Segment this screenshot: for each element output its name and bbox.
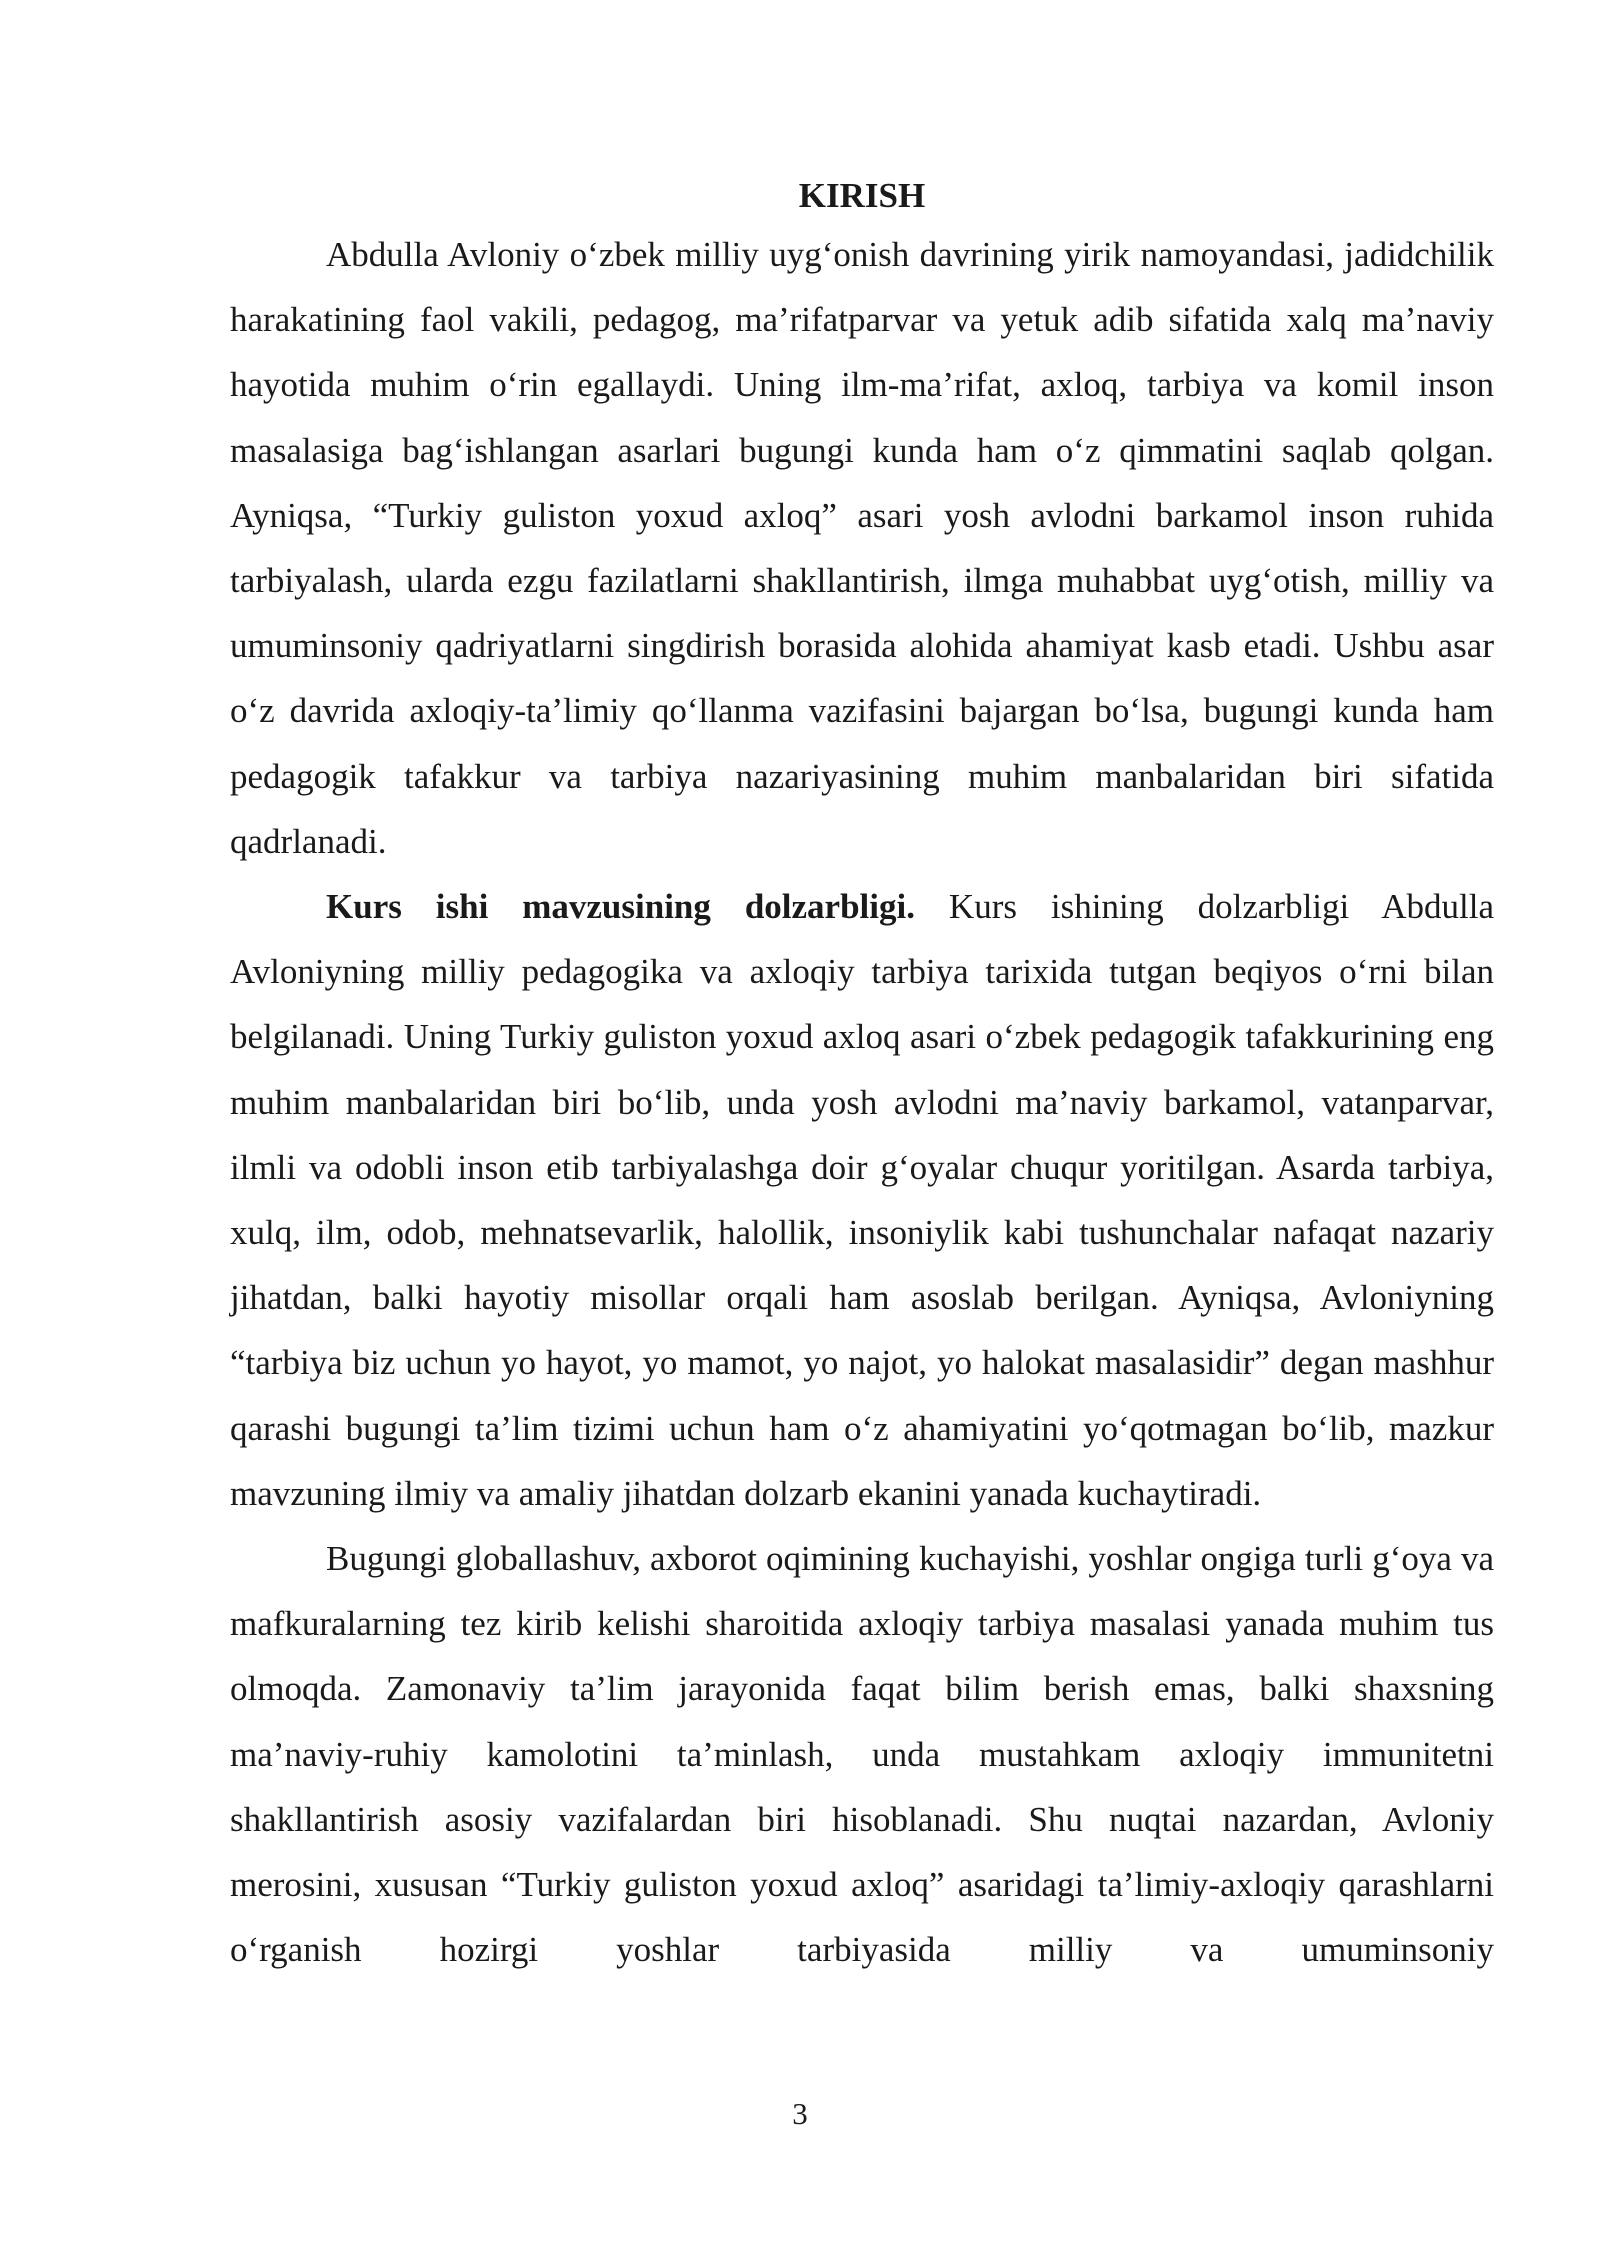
relevance-paragraph <box>230 874 1494 1526</box>
intro-paragraph: Abdulla Avloniy o‘zbek milliy uyg‘onish davrining yirik namoyandasi, jadidchilik harakatining faol vakili, pedagog, ma’rifatparvar va yetuk adib sifatida xalq ma’naviy hayotida muhim o‘rin egallaydi. Uning ilm-ma’rifat, axloq, tarbiya va komil inson masalasiga bag‘ishlangan asarlari bugungi kunda ham o‘z qimmatini saqlab qolgan. Ayniqsa, “Turkiy guliston yoxud axloq” asari yosh avlodni barkamol inson ruhida tarbiyalash, ularda ezgu fazilatlarni shakllantirish, ilmga muhabbat uyg‘otish, milliy va umuminsoniy qadriyatlarni singdirish borasida alohida ahamiyat kasb etadi. Ushbu asar o‘z davrida axloqiy-ta’limiy qo‘llanma vazifasini bajargan bo‘lsa, bugungi kunda ham pedagogik tafakkur va tarbiya nazariyasining muhim manbalaridan biri sifatida qadrlanadi. <box>230 235 1494 861</box>
page-title: KIRISH <box>798 176 926 215</box>
relevance-text: Kurs ishining dolzarbligi Abdulla Avloniyning milliy pedagogika va axloqiy tarbiya tarixida tutgan beqiyos o‘rni bilan belgilanadi. Uning Turkiy guliston yoxud axloq asari o‘zbek pedagogik tafakkurining eng muhim manbalaridan biri bo‘lib, unda yosh avlodni ma’naviy barkamol, vatanparvar, ilmli va odobli inson etib tarbiyalashga doir g‘oyalar chuqur yoritilgan. Asarda tarbiya, xulq, ilm, odob, mehnatsevarlik, halollik, insoniylik kabi tushunchalar nafaqat nazariy jihatdan, balki hayotiy misollar orqali ham asoslab berilgan. Ayniqsa, Avloniyning “tarbiya biz uchun yo hayot, yo mamot, yo najot, yo halokat masalasidir” degan mashhur qarashi bugungi ta’lim tizimi uchun ham o‘z ahamiyatini yo‘qotmagan bo‘lib, mazkur mavzuning ilmiy va amaliy jihatdan dolzarb ekanini yanada kuchaytiradi. <box>230 887 1495 1513</box>
page-number: 3 <box>792 2096 808 2131</box>
relevance-heading: Kurs ishi mavzusining dolzarbligi. <box>326 887 915 927</box>
page-body <box>230 170 1494 1982</box>
globalization-paragraph: Bugungi globallashuv, axborot oqimining kuchayishi, yoshlar ongiga turli g‘oya va mafkuralarning tez kirib kelishi sharoitida axloqiy tarbiya masalasi yanada muhim tus olmoqda. Zamonaviy ta’lim jarayonida faqat bilim berish emas, balki shaxsning ma’naviy-ruhiy kamolotini ta’minlash, unda mustahkam axloqiy immunitetni shakllantirish asosiy vazifalardan biri hisoblanadi. Shu nuqtai nazardan, Avloniy merosini, xususan “Turkiy guliston yoxud axloq” asaridagi ta’limiy-axloqiy qarashlarni o‘rganish hozirgi yoshlar tarbiyasida milliy va umuminsoniy <box>230 1539 1494 1970</box>
